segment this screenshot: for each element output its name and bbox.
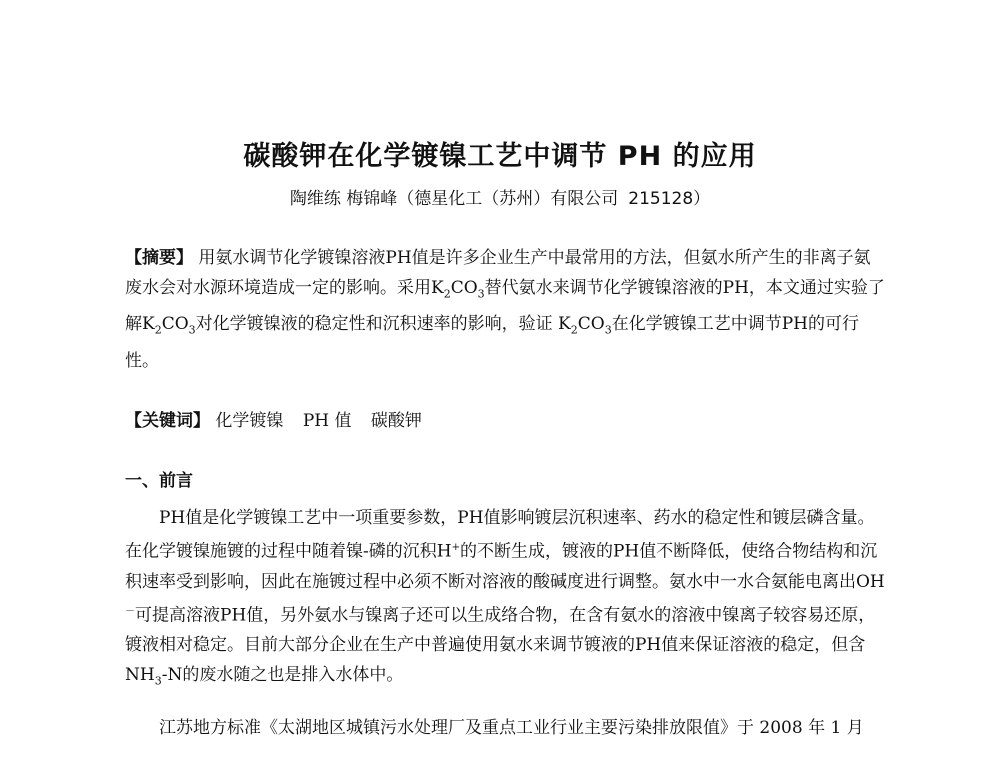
keyword: PH 值 [302,411,352,431]
body-paragraph [125,503,885,697]
abstract [125,243,885,376]
author-affiliation [0,184,1000,209]
section-heading: 一、前言 [125,471,193,491]
abstract-text: CO [161,314,189,335]
subscript: 3 [188,323,196,337]
abstract-label: 【摘要】 [125,248,193,268]
postcode: 215128） [628,189,711,209]
abstract-text: 对化学镀镍液的稳定性和沉积速率的影响，验证 K [195,314,571,335]
paper-title: 碳酸钾在化学镀镍工艺中调节 PH 的应用 [243,141,757,172]
keyword: 化学镀镍 [215,411,284,431]
abstract-text: CO [450,278,478,298]
subscript: 2 [443,287,451,301]
subscript: 3 [604,323,612,337]
superscript: + [451,542,460,553]
abstract-text: 用氨水调节化学镀镍溶液PH值是许多企业生产中最常用的方法，但氨水所产生的非离子氨废水会对水源环境造成一定的影响。采用K [125,248,871,298]
abstract-text: 在化学镀镍工艺中调节PH的可行性。 [125,314,859,371]
abstract-text: 替代氨水来调节化学镀镍溶液的PH，本文通过实验了解K [125,278,885,335]
body-text: 可提高溶液PH值，另外氨水与镍离子还可以生成络合物，在含有氨水的溶液中镍离子较容易还原，镀液相对稳定。目前大部分企业在生产中普遍使用氨水来调节镀液的PH值来保证溶液的稳定，但含NH [125,605,876,686]
body-text: PH值是化学镀镍工艺中一项重要参数，PH值影响镀层沉积速率、药水的稳定性和镀层磷含量。在化学镀镍施镀的过程中随着镍-磷的沉积H [125,508,875,562]
keywords [125,406,885,436]
keyword: 碳酸钾 [370,411,422,431]
subscript: 2 [154,323,162,337]
keywords-label: 【关键词】 [125,411,210,431]
subscript: 3 [154,674,162,688]
abstract-text: CO [577,314,605,335]
author-names: 陶维练 梅锦峰（德星化工（苏州）有限公司 [289,189,619,209]
superscript: － [125,605,135,617]
body-text: 的不断生成，镀液的PH值不断降低，使络合物结构和沉积速率受到影响，因此在施镀过程中必须不断对溶液的酸碱度进行调整。氨水中一水合氨能电离出OH [125,541,885,592]
body-text: -N的废水随之也是排入水体中。 [161,665,404,686]
subscript: 3 [477,287,485,301]
subscript: 2 [570,323,578,337]
body-paragraph: 江苏地方标准《太湖地区城镇污水处理厂及重点工业行业主要污染排放限值》于 2008 年 1 月 [159,718,864,738]
